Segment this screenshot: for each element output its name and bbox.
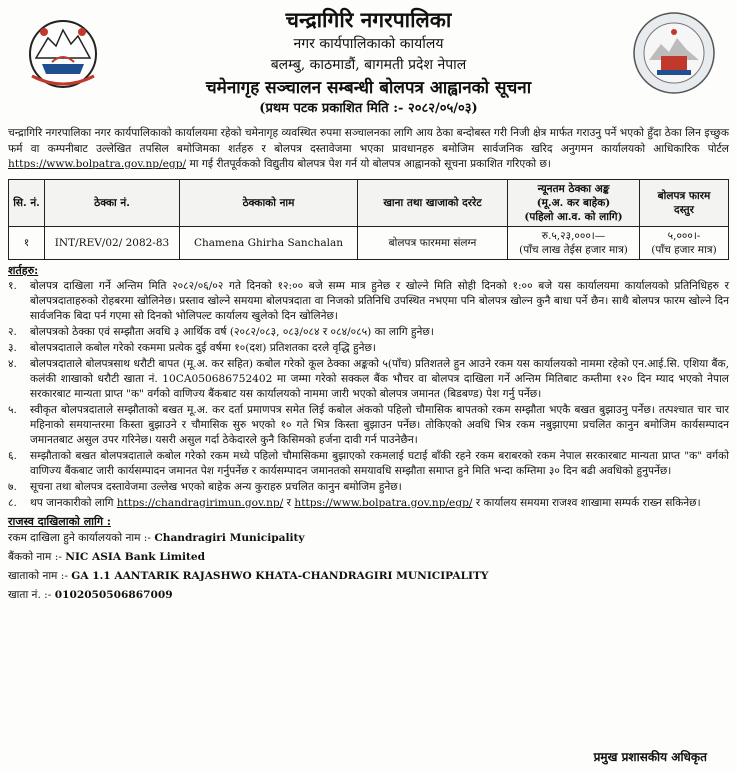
notice-title: चमेनागृह सञ्चालन सम्बन्धी बोलपत्र आह्वानको सूचना bbox=[205, 78, 532, 98]
revenue-heading: राजस्व दाखिलाको लागि : bbox=[8, 514, 111, 528]
cell-min-amount: रु.५,२३,०००।— (पाँच लाख तेईस हजार मात्र) bbox=[508, 226, 640, 259]
term-item: ४. बोलपत्रदाताले बोलपत्रसाथ धरौटी बापत (मू.अ. कर सहित) कबोल गरेको कूल ठेक्का अङ्कको ५(पाँच) प्रतिशतले हुन आउने रकम यस कार्यालयको नाममा रहेको एन.आई.सि. एशिया बैंक, कलंकी शाखाको धरौटी खाता नं. 10CA050686752402 मा जम्मा गरेको सक्कल बैंक भौचर वा बोलपत्र दाखिला गर्ने अन्तिम मितिबाट कम्तीमा १२० दिन म्याद भएको नेपाल सरकारबाट मान्यता प्राप्त "क" वर्गको वाणिज्य बैंकबाट यस कार्यालयको नाममा जारी भएको बोलपत्र जमानत (बिडबण्ड) पेश गर्नु पर्नेछ। bbox=[8, 357, 729, 400]
term-item: २. बोलपत्रको ठेक्का एवं सम्झौता अवधि ३ आर्थिक वर्ष (२०८२/०८३, ०८३/०८४ र ०८४/०८५) का लागि हुनेछ। bbox=[8, 325, 434, 338]
office-address: बलम्बु, काठमाडौं, बागमती प्रदेश नेपाल bbox=[270, 57, 467, 73]
municipality-name: चन्द्रागिरि नगरपालिका bbox=[285, 7, 452, 32]
office-name: नगर कार्यपालिकाको कार्यालय bbox=[293, 36, 444, 52]
publish-date: (प्रथम पटक प्रकाशित मिति :- २०८२/०५/०३) bbox=[259, 101, 478, 116]
revenue-account-name-line: खाताको नाम :- GA 1.1 AANTARIK RAJASHWO KHATA-CHANDRAGIRI MUNICIPALITY bbox=[8, 569, 489, 582]
municipality-logo-icon bbox=[631, 10, 717, 96]
intro-text-end: मा गई रीतपूर्वकको विद्युतीय बोलपत्र पेश गर्न यो बोलपत्र आह्वानको सूचना प्रकाशित गरिएको छ। bbox=[189, 158, 551, 170]
col-contract-name-header: ठेक्काको नाम bbox=[180, 179, 358, 226]
terms-heading: शर्तहरु: bbox=[8, 263, 39, 277]
egp-portal-link-2[interactable]: https://www.bolpatra.gov.np/egp/ bbox=[294, 496, 473, 509]
term-item: ५. स्वीकृत बोलपत्रदाताले सम्झौताको बखत मू.अ. कर दर्ता प्रमाणपत्र समेत लिई कबोल अंकको पहिलो चौमासिक बापतको रकम सम्झौता भएकै बखत बुझाउनु पर्नेछ। तत्पश्चात चार चार महिनाको समयान्तरमा किस्ता बुझाउने र चौमासिक सुरु भएको १० गते भित्र किस्ता बुझाउन पर्नेछ। तोकिएको अवधि भित्र रकम नबुझाएमा प्रचलित कानुन बमोजिम कार्यसम्पादन जमानतबाट असुल उपर गरिनेछ। यसरी असुल गर्दा ठेकेदारले कुनै किसिमको हर्जना दावी गर्न पाउनेछैन। bbox=[8, 403, 729, 446]
signature-title: प्रमुख प्रशासकीय अधिकृत bbox=[593, 750, 707, 764]
intro-paragraph bbox=[8, 126, 729, 173]
term-item: ८. थप जानकारीको लागि https://chandragirimun.gov.np/ र https://www.bolpatra.gov.np/egp/ र कार्यालय समयमा राजश्व शाखामा सम्पर्क राख्न सकिनेछ। bbox=[8, 496, 701, 509]
col-food-rate-header: खाना तथा खाजाको दररेट bbox=[358, 179, 508, 226]
table-row bbox=[9, 226, 729, 259]
terms-list bbox=[8, 279, 729, 511]
col-form-fee-header: बोलपत्र फारम दस्तुर bbox=[640, 179, 729, 226]
term-item: ६. सम्झौताको बखत बोलपत्रदाताले कबोल गरेको रकम मध्ये पहिलो चौमासिकमा बुझाएको रकमलाई घटाई बाँकी रहने रकम बराबरको रकम नेपाल सरकारबाट मान्यता प्राप्त "क" वर्गको वाणिज्य बैंकबाट जारी कार्यसम्पादन जमानत पेश गर्नुपर्नेछ र कार्यसम्पादन जमानतको समयावधि सम्झौता समाप्त हुने मिति भन्दा कम्तिमा ३० दिन बढी अवधिको हुनुपर्नेछ। bbox=[8, 449, 729, 477]
intro-text: चन्द्रागिरि नगरपालिका नगर कार्यपालिकाको कार्यालयमा रहेको चमेनागृह व्यवस्थित रुपमा सञ्चालनका लागि आय ठेका बन्दोबस्त गरी निजी क्षेत्र मार्फत गराउनु पर्ने भएको हुँदा ठेका लिन इच्छुक फर्म वा कम्पनीबाट उल्लेखित तपसिल बमोजिमका शर्तहरु र बोलपत्र दस्तावेजमा भएका प्रावधानहरु बमोजिम सार्वजनिक खरिद अनुगमन कार्यालयको आधिकारिक पोर्टल bbox=[8, 127, 729, 155]
cell-form-fee: ५,०००।- (पाँच हजार मात्र) bbox=[640, 226, 729, 259]
cell-contract-no: INT/REV/02/ 2082-83 bbox=[45, 226, 180, 259]
egp-portal-link[interactable]: https://www.bolpatra.gov.np/egp/ bbox=[8, 158, 187, 170]
cell-contract-name: Chamena Ghirha Sanchalan bbox=[180, 226, 358, 259]
term-item: ३. बोलपत्रदाताले कबोल गरेको रकममा प्रत्येक दुई वर्षमा १०(दश) प्रतिशतका दरले वृद्धि हुनेछ। bbox=[8, 341, 376, 354]
table-header-row bbox=[9, 179, 729, 226]
col-min-amount-header: न्यूनतम ठेक्का अङ्क (मू.अ. कर बाहेक) (पहिलो आ.व. को लागि) bbox=[508, 179, 640, 226]
col-sn-header: सि. नं. bbox=[9, 179, 45, 226]
notice-header bbox=[8, 0, 729, 118]
revenue-office-line: रकम दाखिला हुने कार्यालयको नाम :- Chandragiri Municipality bbox=[8, 531, 305, 544]
revenue-bank-line: बैंकको नाम :- NIC ASIA Bank Limited bbox=[8, 550, 206, 563]
revenue-account-no-line: खाता नं. :- 0102050506867009 bbox=[8, 588, 173, 601]
cell-food-rate: बोलपत्र फारममा संलग्न bbox=[358, 226, 508, 259]
cell-sn: १ bbox=[9, 226, 45, 259]
term-item: ७. सूचना तथा बोलपत्र दस्तावेजमा उल्लेख भएको बाहेक अन्य कुराहरु प्रचलित कानुन बमोजिम हुनेछ। bbox=[8, 480, 402, 493]
municipality-website-link[interactable]: https://chandragirimun.gov.np/ bbox=[116, 496, 284, 509]
col-contract-no-header: ठेक्का नं. bbox=[45, 179, 180, 226]
revenue-details bbox=[8, 529, 729, 605]
term-item: १. बोलपत्र दाखिला गर्ने अन्तिम मिति २०८२/०६/०२ गते दिनको १२:०० बजे सम्म मात्र हुनेछ र खोल्ने मिति सोही दिनको १:०० बजे यस कार्यालयमा कार्यालयको प्रतिनिधिहरु र बोलपत्रदाताहरुको रोहबरमा खोलिनेछ। प्रस्ताव खोल्ने समयमा बोलपत्रदाता वा निजको प्रतिनिधि उपस्थित नभएमा पनि बोलपत्र खोल्न कुनै बाधा पर्ने छैन। साथै बोलपत्र फारम खोल्ने दिन सार्वजनिक बिदा पर्न गएमा सो दिनको भोलिपल्ट कार्यालय खुलेको दिन खोलिनेछ। bbox=[8, 279, 729, 322]
contract-table bbox=[8, 179, 729, 260]
